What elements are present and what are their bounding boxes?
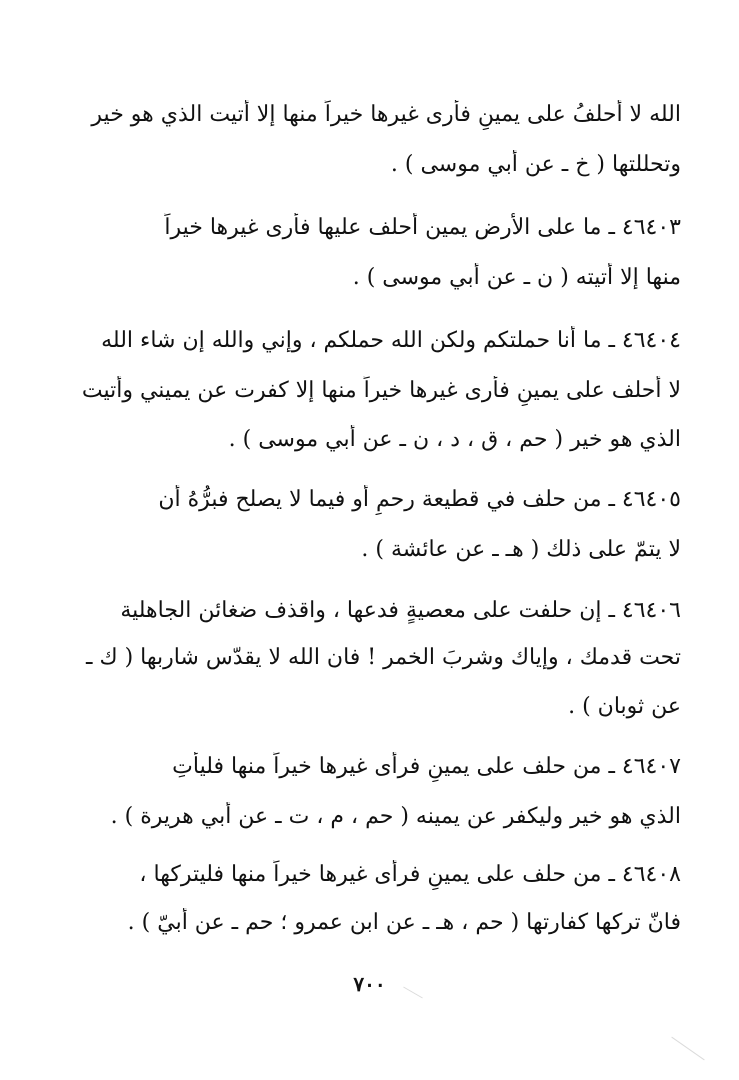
hadith-46408-line: فانّ تركها كفارتها ( حم ، هـ ـ عن ابن عمرو ؛ حم ـ عن أبيّ ) . xyxy=(127,910,681,935)
hadith-46406-line: تحت قدمك ، وإياك وشربَ الخمر ! فان الله لا يقدّس شاربها ( ك ـ xyxy=(86,645,681,670)
hadith-46404-line: لا أحلف على يمينٍ فأرى غيرها خيراً منها إلا كفرت عن يميني وأتيت xyxy=(81,378,681,403)
hadith-46407-line: الذي هو خير وليكفر عن يمينه ( حم ، م ، ت ـ عن أبي هريرة ) . xyxy=(110,804,681,829)
hadith-46404-line: ٤٦٤٠٤ ـ ما أنا حملتكم ولكن الله حملكم ، وإني والله إن شاء الله xyxy=(101,328,681,353)
hadith-46408-line: ٤٦٤٠٨ ـ من حلف على يمينٍ فرأى غيرها خيراً منها فليتركها ، xyxy=(139,862,681,887)
hadith-46403-line: منها إلا أتيته ( ن ـ عن أبي موسى ) . xyxy=(352,265,681,290)
text-line: وتحللتها ( خ ـ عن أبي موسى ) . xyxy=(390,152,681,177)
hadith-46407-line: ٤٦٤٠٧ ـ من حلف على يمينٍ فرأى غيرها خيراً منها فليأتِ xyxy=(172,754,681,779)
hadith-46405-line: ٤٦٤٠٥ ـ من حلف في قطيعة رحمٍ أو فيما لا يصلح فبرُّهُ أن xyxy=(158,487,681,512)
hadith-46403-line: ٤٦٤٠٣ ـ ما على الأرض يمين أحلف عليها فأرى غيرها خيراً xyxy=(164,215,681,240)
hadith-46406-line: عن ثوبان ) . xyxy=(568,694,681,719)
text-line: الله لا أحلفُ على يمينٍ فأرى غيرها خيراً منها إلا أتيت الذي هو خير xyxy=(91,102,681,127)
hadith-46405-line: لا يتمّ على ذلك ( هـ ـ عن عائشة ) . xyxy=(361,537,681,562)
hadith-46404-line: الذي هو خير ( حم ، ق ، د ، ن ـ عن أبي موسى ) . xyxy=(228,427,681,452)
scan-artifact xyxy=(671,1037,704,1061)
hadith-46406-line: ٤٦٤٠٦ ـ إن حلفت على معصيةٍ فدعها ، واقذف ضغائن الجاهلية xyxy=(120,598,681,623)
page-number: ٧٠٠ xyxy=(353,972,386,996)
